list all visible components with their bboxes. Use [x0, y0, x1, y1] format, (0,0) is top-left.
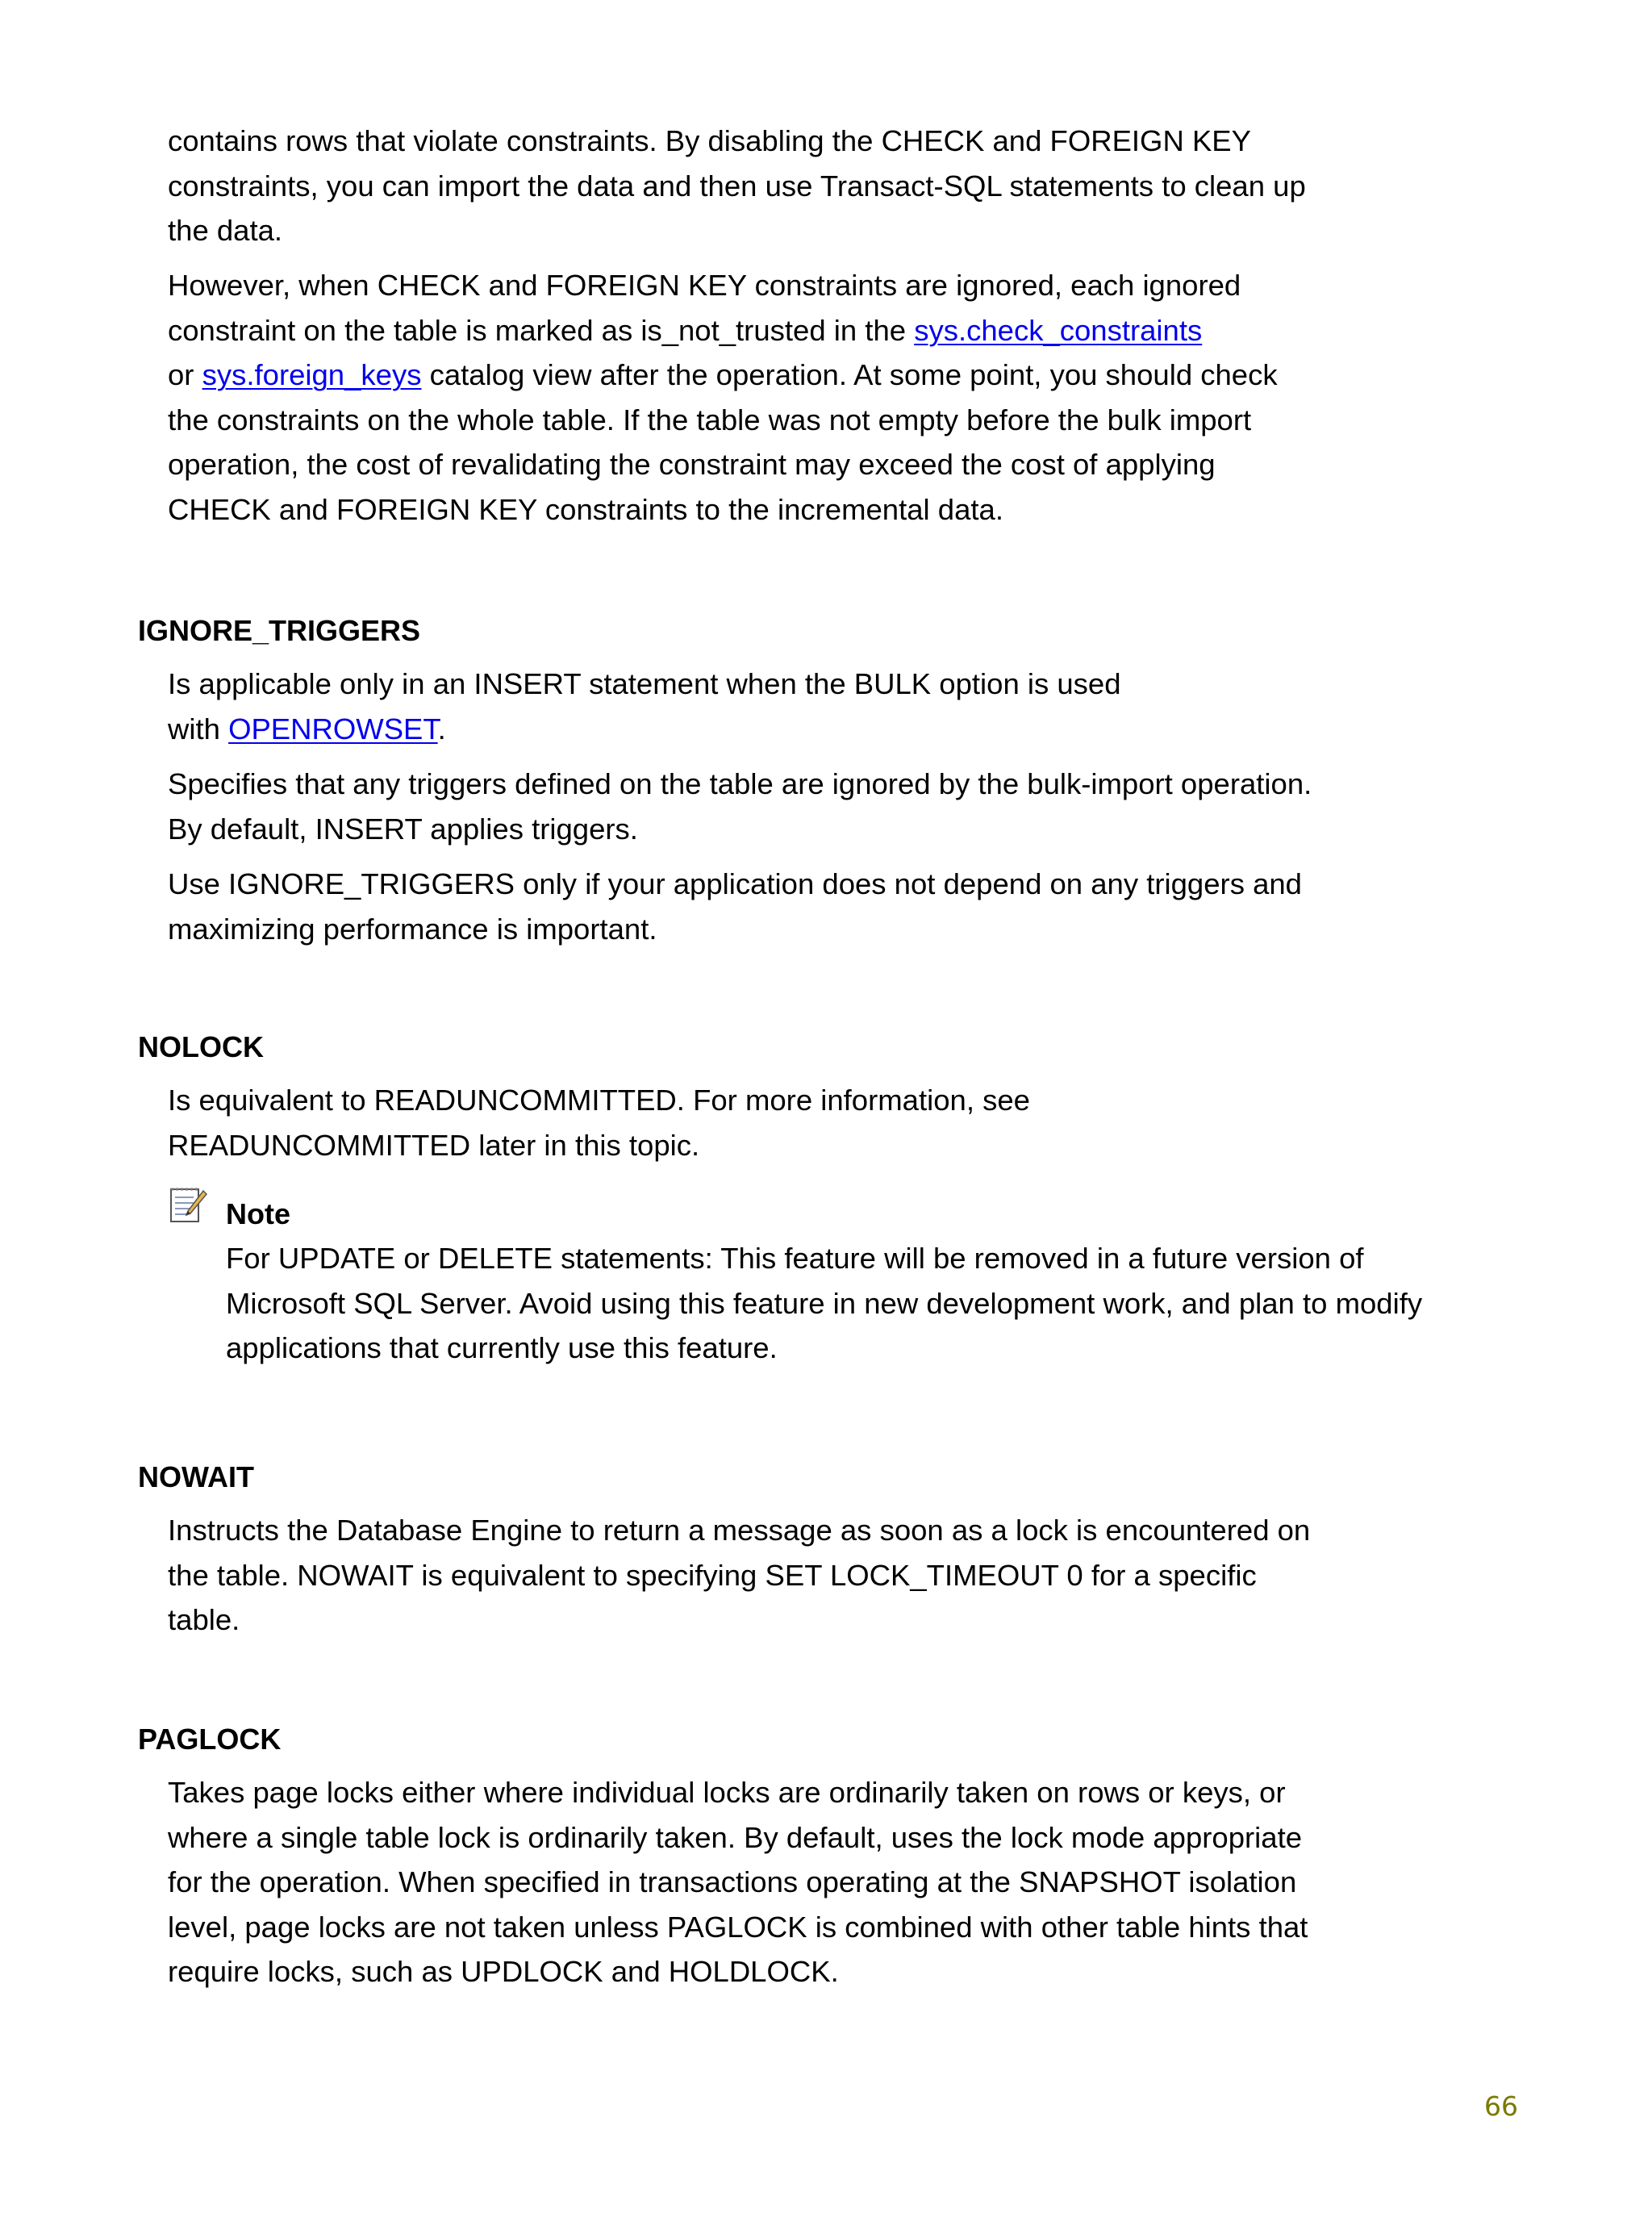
heading-ignore-triggers: IGNORE_TRIGGERS	[138, 614, 421, 647]
text-line: operation, the cost of revalidating the constraint may exceed the cost of applying	[168, 448, 1216, 481]
text-line: By default, INSERT applies triggers.	[168, 812, 638, 846]
text-line: for the operation. When specified in transactions operating at the SNAPSHOT isolation	[168, 1865, 1297, 1898]
text-line: where a single table lock is ordinarily taken. By default, uses the lock mode appropriate	[168, 1820, 1303, 1854]
text-line: Specifies that any triggers defined on the table are ignored by the bulk-import operation.	[168, 767, 1312, 800]
text-line: or	[168, 358, 202, 391]
nolock-paragraph-1	[168, 1078, 1394, 1167]
ignore-triggers-paragraph-2	[168, 762, 1394, 851]
heading-nowait: NOWAIT	[138, 1460, 254, 1493]
paglock-paragraph-1	[168, 1770, 1394, 1994]
text-line: However, when CHECK and FOREIGN KEY constraints are ignored, each ignored	[168, 269, 1241, 302]
text-line: Takes page locks either where individual locks are ordinarily taken on rows or keys, or	[168, 1776, 1286, 1809]
text-line: require locks, such as UPDLOCK and HOLDLOCK.	[168, 1955, 839, 1988]
intro-paragraph-2	[168, 263, 1394, 532]
note-icon	[168, 1184, 208, 1225]
nowait-paragraph-1	[168, 1508, 1394, 1643]
text-line: Instructs the Database Engine to return a message as soon as a lock is encountered on	[168, 1514, 1311, 1547]
link-openrowset[interactable]: OPENROWSET	[228, 712, 438, 745]
text-line: table.	[168, 1603, 240, 1636]
text-line: For UPDATE or DELETE statements: This feature will be removed in a future version of	[226, 1242, 1364, 1275]
text-line: Use IGNORE_TRIGGERS only if your application does not depend on any triggers and	[168, 867, 1302, 900]
text-line: contains rows that violate constraints. By disabling the CHECK and FOREIGN KEY	[168, 124, 1251, 157]
link-sys-foreign-keys[interactable]: sys.foreign_keys	[202, 358, 422, 391]
text-line: Is equivalent to READUNCOMMITTED. For more information, see	[168, 1084, 1030, 1117]
note-text	[226, 1236, 1452, 1371]
text-line: CHECK and FOREIGN KEY constraints to the incremental data.	[168, 492, 1003, 526]
text-line: the table. NOWAIT is equivalent to specifying SET LOCK_TIMEOUT 0 for a specific	[168, 1558, 1257, 1592]
text-line: the data.	[168, 214, 283, 247]
text-line: Microsoft SQL Server. Avoid using this feature in new development work, and plan to modify	[226, 1286, 1423, 1320]
text-line: the constraints on the whole table. If the table was not empty before the bulk import	[168, 403, 1252, 436]
heading-paglock: PAGLOCK	[138, 1723, 282, 1756]
text-line: .	[437, 712, 446, 745]
ignore-triggers-paragraph-1	[168, 662, 1394, 751]
text-line: level, page locks are not taken unless PAGLOCK is combined with other table hints that	[168, 1910, 1308, 1944]
ignore-triggers-paragraph-3	[168, 862, 1394, 951]
text-line: Is applicable only in an INSERT statement when the BULK option is used	[168, 667, 1121, 700]
heading-nolock: NOLOCK	[138, 1030, 264, 1063]
page-number: 66	[1484, 2090, 1518, 2122]
text-line: READUNCOMMITTED later in this topic.	[168, 1128, 700, 1162]
note-title: Note	[226, 1197, 290, 1230]
text-line: catalog view after the operation. At some point, you should check	[421, 358, 1278, 391]
text-line: maximizing performance is important.	[168, 912, 657, 946]
text-line: applications that currently use this feature.	[226, 1331, 778, 1364]
intro-paragraph-1	[168, 119, 1394, 253]
text-line: constraint on the table is marked as is_not_trusted in the	[168, 313, 915, 347]
link-sys-check-constraints[interactable]: sys.check_constraints	[914, 313, 1203, 347]
text-line: with	[168, 712, 229, 745]
text-line: constraints, you can import the data and then use Transact-SQL statements to clean up	[168, 169, 1306, 203]
